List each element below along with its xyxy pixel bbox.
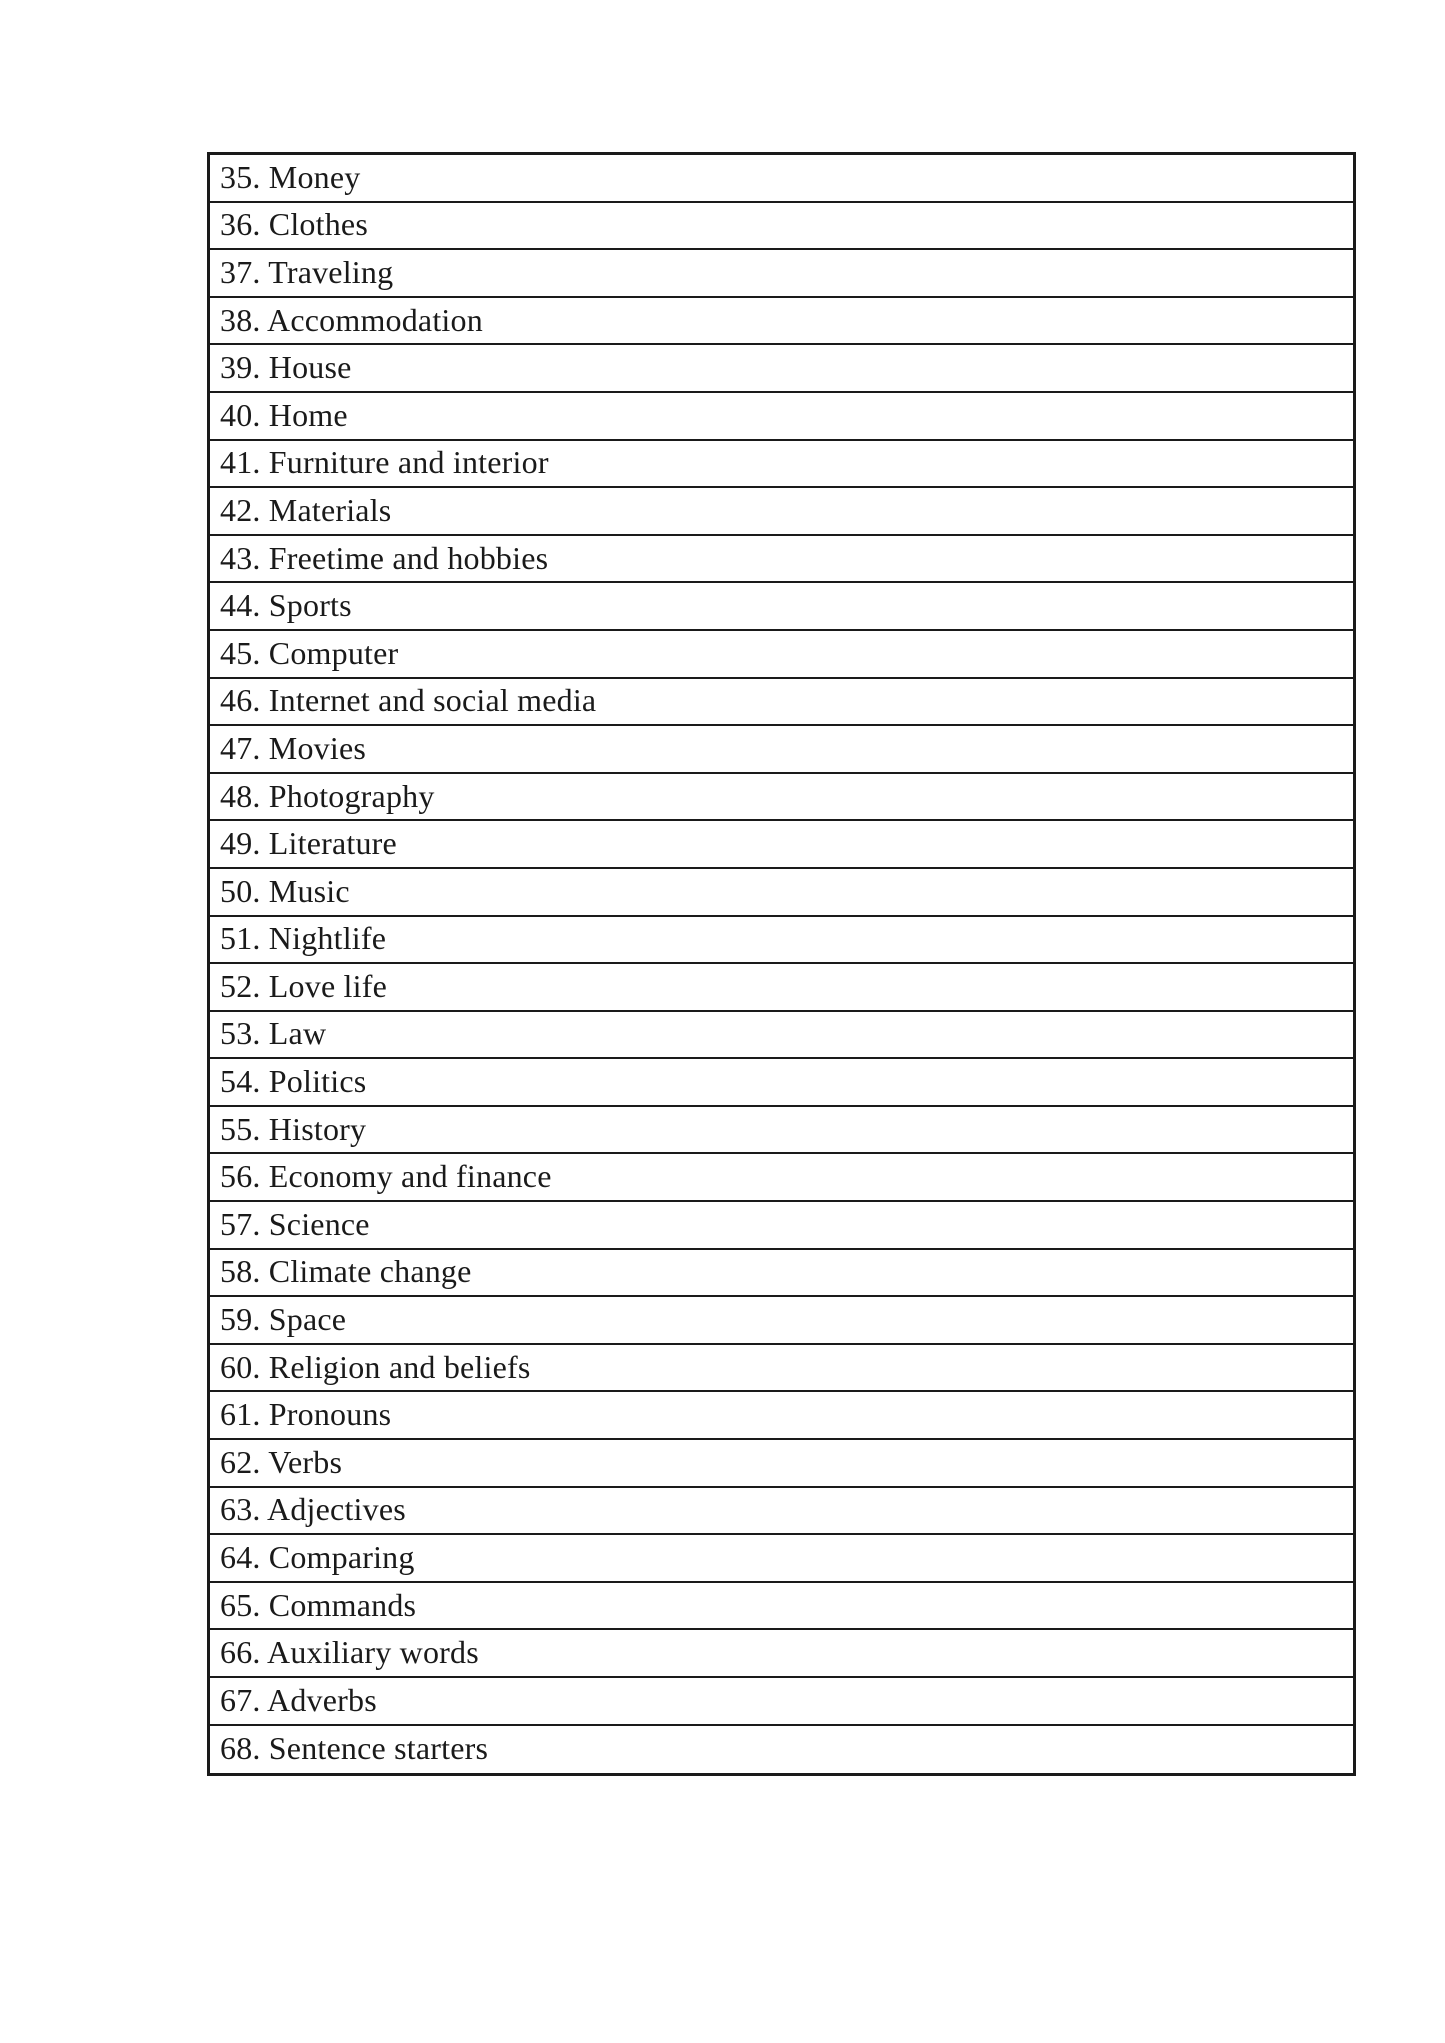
toc-entry-label: 46. Internet and social media <box>220 682 597 719</box>
toc-row <box>210 155 1353 203</box>
toc-row <box>210 679 1353 727</box>
contents-table <box>207 152 1356 1776</box>
toc-row <box>210 821 1353 869</box>
toc-entry-label: 60. Religion and beliefs <box>220 1348 531 1385</box>
toc-row <box>210 393 1353 441</box>
toc-row <box>210 1202 1353 1250</box>
toc-row <box>210 250 1353 298</box>
toc-entry-label: 58. Climate change <box>220 1253 472 1290</box>
toc-entry-label: 38. Accommodation <box>220 301 483 338</box>
toc-entry-label: 49. Literature <box>220 825 397 862</box>
toc-row <box>210 1297 1353 1345</box>
toc-entry-label: 50. Music <box>220 872 350 909</box>
toc-entry-label: 45. Computer <box>220 634 399 671</box>
toc-row <box>210 1630 1353 1678</box>
toc-entry-label: 64. Comparing <box>220 1539 415 1576</box>
toc-row <box>210 1726 1353 1774</box>
toc-row <box>210 1583 1353 1631</box>
toc-entry-label: 35. Money <box>220 158 361 195</box>
toc-entry-label: 56. Economy and finance <box>220 1158 552 1195</box>
toc-row <box>210 1345 1353 1393</box>
toc-entry-label: 47. Movies <box>220 729 366 766</box>
toc-entry-label: 61. Pronouns <box>220 1396 392 1433</box>
toc-entry-label: 63. Adjectives <box>220 1491 406 1528</box>
toc-entry-label: 65. Commands <box>220 1586 417 1623</box>
toc-row <box>210 1535 1353 1583</box>
toc-entry-label: 51. Nightlife <box>220 920 387 957</box>
toc-row <box>210 1154 1353 1202</box>
toc-row <box>210 536 1353 584</box>
toc-entry-label: 68. Sentence starters <box>220 1730 489 1767</box>
toc-row <box>210 964 1353 1012</box>
toc-row <box>210 488 1353 536</box>
toc-entry-label: 66. Auxiliary words <box>220 1634 479 1671</box>
toc-entry-label: 59. Space <box>220 1301 347 1338</box>
toc-entry-label: 36. Clothes <box>220 206 368 243</box>
toc-row <box>210 1678 1353 1726</box>
toc-entry-label: 41. Furniture and interior <box>220 444 549 481</box>
toc-entry-label: 52. Love life <box>220 967 387 1004</box>
toc-entry-label: 62. Verbs <box>220 1443 343 1480</box>
toc-row <box>210 726 1353 774</box>
toc-row <box>210 1059 1353 1107</box>
toc-entry-label: 39. House <box>220 349 352 386</box>
toc-row <box>210 441 1353 489</box>
toc-row <box>210 1392 1353 1440</box>
toc-entry-label: 55. History <box>220 1110 367 1147</box>
toc-entry-label: 54. Politics <box>220 1063 367 1100</box>
toc-row <box>210 631 1353 679</box>
toc-entry-label: 43. Freetime and hobbies <box>220 539 549 576</box>
toc-row <box>210 869 1353 917</box>
toc-row <box>210 1488 1353 1536</box>
toc-row <box>210 203 1353 251</box>
toc-row <box>210 1250 1353 1298</box>
toc-row <box>210 1440 1353 1488</box>
toc-row <box>210 1107 1353 1155</box>
toc-entry-label: 48. Photography <box>220 777 435 814</box>
toc-row <box>210 298 1353 346</box>
toc-row <box>210 1012 1353 1060</box>
toc-row <box>210 774 1353 822</box>
toc-entry-label: 42. Materials <box>220 491 392 528</box>
toc-entry-label: 53. Law <box>220 1015 327 1052</box>
toc-entry-label: 37. Traveling <box>220 253 394 290</box>
toc-row <box>210 917 1353 965</box>
toc-row <box>210 345 1353 393</box>
toc-entry-label: 57. Science <box>220 1205 370 1242</box>
toc-entry-label: 67. Adverbs <box>220 1681 377 1718</box>
toc-entry-label: 44. Sports <box>220 587 352 624</box>
toc-row <box>210 583 1353 631</box>
toc-entry-label: 40. Home <box>220 396 348 433</box>
